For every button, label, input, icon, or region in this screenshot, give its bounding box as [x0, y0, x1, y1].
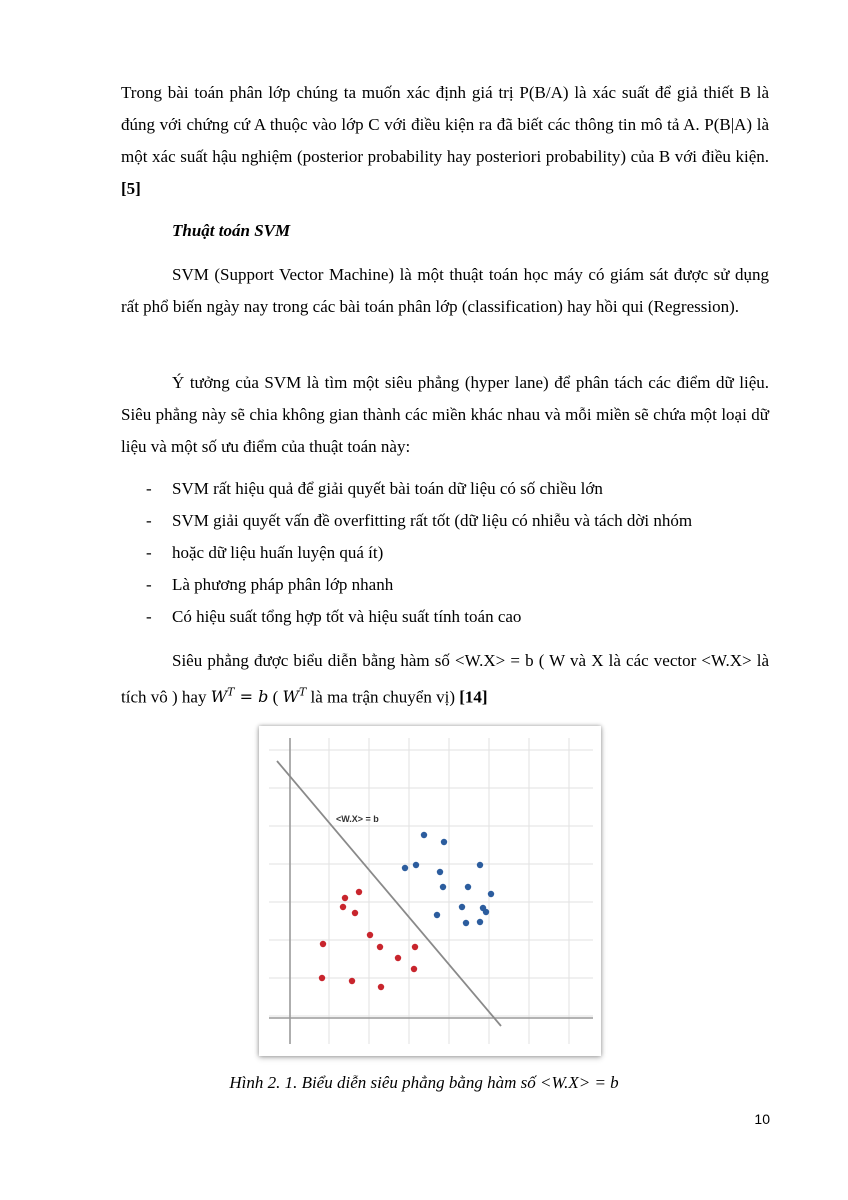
math-equals-b: = b: [234, 687, 269, 707]
figure-caption: Hình 2. 1. Biểu diễn siêu phẳng bằng hàm số <W.X> = b: [229, 1073, 619, 1092]
math-superscript-t: T: [227, 686, 235, 699]
data-point: [402, 865, 408, 871]
data-point: [477, 919, 483, 925]
data-point: [440, 884, 446, 890]
math-wt: [283, 687, 307, 706]
list-bullet: -: [146, 479, 152, 498]
math-wt-eq-b: [211, 687, 269, 706]
list-item-text: hoặc dữ liệu huấn luyện quá ít): [172, 543, 384, 562]
data-point: [421, 832, 427, 838]
list-item-text: Có hiệu suất tổng hợp tốt và hiệu suất tính toán cao: [172, 607, 522, 626]
paragraph-hyperplane-text: (: [268, 687, 283, 707]
list-item-text: SVM rất hiệu quả để giải quyết bài toán dữ liệu có số chiều lớn: [172, 479, 603, 498]
list-bullet: -: [146, 511, 152, 530]
list-bullet: -: [146, 543, 152, 562]
paragraph-hyperplane: [121, 645, 769, 713]
data-point: [463, 920, 469, 926]
list-item-text: Là phương pháp phân lớp nhanh: [172, 575, 394, 594]
list-item: [121, 601, 769, 633]
data-point: [342, 895, 348, 901]
math-symbol-w: W: [282, 687, 299, 707]
paragraph-bayes: [121, 77, 769, 205]
data-point: [349, 978, 355, 984]
hyperplane-label: <W.X> = b: [336, 814, 379, 824]
data-point: [465, 884, 471, 890]
data-point: [412, 944, 418, 950]
list-bullet: -: [146, 607, 152, 626]
list-item: [121, 537, 769, 569]
data-point: [488, 891, 494, 897]
data-point: [413, 862, 419, 868]
data-point: [483, 909, 489, 915]
data-point: [319, 975, 325, 981]
list-item: [121, 473, 769, 505]
data-point: [437, 869, 443, 875]
data-point: [441, 839, 447, 845]
citation-5: [5]: [121, 179, 141, 198]
hyperplane-line: [277, 761, 501, 1026]
paragraph-hyperplane-text: Siêu phẳng được biểu diễn bằng hàm số <W.X> = b ( W và X là các vector <W.X> là tích vô ) hay: [121, 651, 769, 707]
svm-figure: [259, 726, 601, 1056]
list-bullet: -: [146, 575, 152, 594]
list-item: [121, 569, 769, 601]
math-symbol-w: W: [210, 687, 228, 707]
paragraph-bayes-text: Trong bài toán phân lớp chúng ta muốn xác định giá trị P(B/A) là xác suất để giả thiết B là đúng với chứng cứ A thuộc vào lớp C với điều kiện ra đã biết các thông tin mô tả A. P(B|A) là một xác suất hậu nghiệm (posterior probability hay posteriori probability) của B với điều kiện.: [121, 83, 769, 166]
svm-illustration: [259, 726, 601, 1056]
data-point: [395, 955, 401, 961]
blue-class-points: [402, 832, 494, 926]
data-point: [340, 904, 346, 910]
data-point: [367, 932, 373, 938]
math-superscript-t: T: [298, 686, 307, 699]
data-point: [477, 862, 483, 868]
paragraph-hyperplane-text: là ma trận chuyển vị): [306, 687, 460, 707]
advantages-list: [121, 473, 769, 633]
data-point: [459, 904, 465, 910]
data-point: [378, 984, 384, 990]
citation-14: [14]: [459, 687, 488, 707]
data-point: [352, 910, 358, 916]
list-item: [121, 505, 769, 537]
section-heading-svm: Thuật toán SVM: [172, 221, 291, 240]
data-point: [320, 941, 326, 947]
paragraph-svm-intro: SVM (Support Vector Machine) là một thuật toán học máy có giám sát được sử dụng rất phổ biến ngày nay trong các bài toán phân lớp (classification) hay hồi qui (Regression).: [121, 265, 769, 316]
data-point: [377, 944, 383, 950]
page-number: 10: [754, 1111, 770, 1127]
data-point: [356, 889, 362, 895]
figure-grid: [269, 738, 593, 1044]
paragraph-svm-idea: Ý tưởng của SVM là tìm một siêu phẳng (hyper lane) để phân tách các điểm dữ liệu. Siêu phẳng này sẽ chia không gian thành các miền khác nhau và mỗi miền sẽ chứa một loại dữ liệu và một số ưu điểm của thuật toán này:: [121, 373, 769, 456]
data-point: [434, 912, 440, 918]
list-item-text: SVM giải quyết vấn đề overfitting rất tốt (dữ liệu có nhiễu và tách dời nhóm: [172, 511, 693, 530]
data-point: [411, 966, 417, 972]
